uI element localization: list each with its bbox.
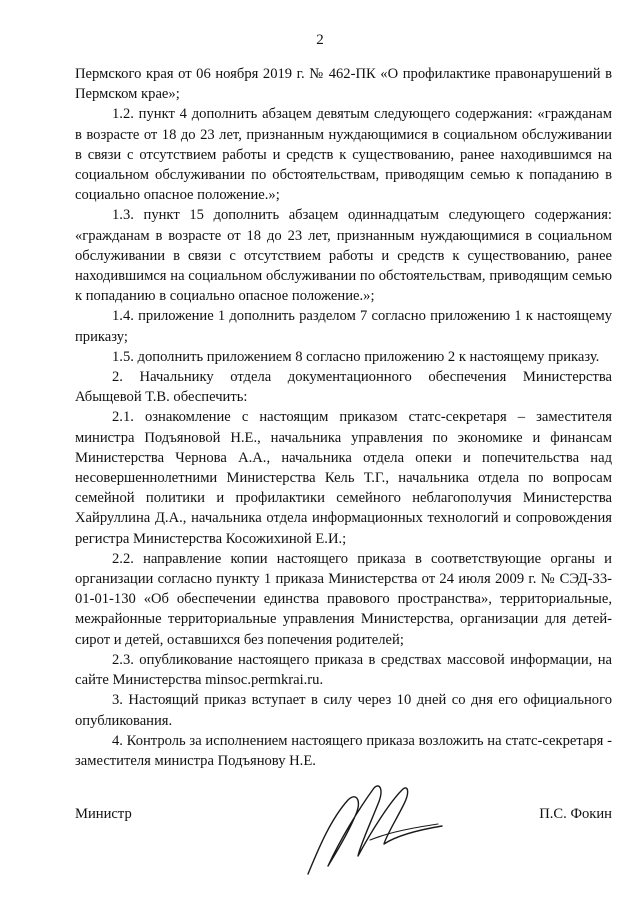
paragraph-2: 2. Начальнику отдела документационного обеспечения Министерства Абыщевой Т.В. обеспечить: — [75, 369, 612, 406]
signatory-title: Министр — [75, 806, 132, 822]
signatory-name: П.С. Фокин — [539, 806, 612, 822]
document-body — [75, 64, 612, 771]
paragraph-continuation: Пермского края от 06 ноября 2019 г. № 462-ПК «О профилактике правонарушений в Пермском крае»; — [75, 66, 612, 103]
paragraph-2-3: 2.3. опубликование настоящего приказа в средствах массовой информации, на сайте Министерства minsoc.permkrai.ru. — [75, 651, 612, 689]
paragraph-3: 3. Настоящий приказ вступает в силу через 10 дней со дня его официального опубликования. — [75, 692, 612, 729]
paragraph-1-5: 1.5. дополнить приложением 8 согласно приложению 2 к настоящему приказу. — [112, 348, 600, 365]
signature-row — [75, 806, 612, 828]
paragraph-4: 4. Контроль за исполнением настоящего приказа возложить на статс-секретаря - заместителя министра Подъянову Н.Е. — [75, 732, 612, 769]
paragraph-1-3: 1.3. пункт 15 дополнить абзацем одиннадцатым следующего содержания: «гражданам в возрасте от 18 до 23 лет, признанным нуждающимися в социальном обслуживании в связи с отсутствием работы и средств к существованию, ранее находившимся на социальном обслуживании по обстоятельствам, приводящим семью к попаданию в социально опасное положение.»; — [75, 207, 612, 305]
paragraph-2-1: 2.1. ознакомление с настоящим приказом статс-секретаря – заместителя министра Подъяновой Н.Е., начальника управления по экономике и финансам Министерства Чернова А.А., начальника отдела опеки и попечительства над несовершеннолетними Министерства Кель Т.Г., начальника отдела по вопросам семейной политики и профилактики семейного неблагополучия Министерства Хайруллина Д.А., начальника отдела информационных технологий и сопровождения регистра Министерства Косожихиной Е.И.; — [75, 409, 612, 547]
paragraph-1-4: 1.4. приложение 1 дополнить разделом 7 согласно приложению 1 к настоящему приказу; — [75, 308, 612, 345]
page-number: 2 — [316, 32, 324, 48]
paragraph-2-2: 2.2. направление копии настоящего приказа в соответствующие органы и организации согласно пункту 1 приказа Министерства от 24 июля 2009 г. № СЭД-33-01-01-130 «Об обеспечении единства правового пространства», территориальные, межрайонные территориальные управления Министерства, организации для детей-сирот и детей, оставшихся без попечения родителей; — [75, 550, 612, 648]
paragraph-1-2: 1.2. пункт 4 дополнить абзацем девятым следующего содержания: «гражданам в возрасте от 18 до 23 лет, признанным нуждающимися в социальном обслуживании в связи с отсутствием работы и средств к существованию, ранее находившимся на социальном обслуживании по обстоятельствам, приводящим семью к попаданию в социально опасное положение.»; — [75, 106, 612, 204]
